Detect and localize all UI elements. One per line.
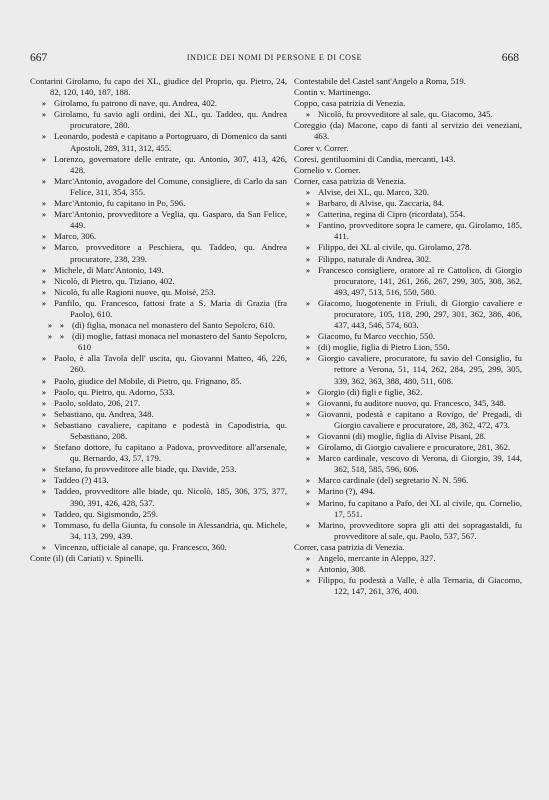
repeat-mark: » [306, 443, 310, 453]
entry-text: Filippo, fu podestà a Valle, è alla Ternaria, di Giacomo, 122, 147, 261, 376, 400. [318, 575, 522, 597]
repeat-mark: » [42, 420, 46, 430]
repeat-mark: » [42, 232, 46, 242]
index-subentry [294, 331, 522, 342]
index-subentry [30, 331, 287, 353]
index-subentry [30, 287, 287, 298]
repeat-mark: » [306, 487, 310, 497]
repeat-mark: » [48, 321, 52, 331]
entry-text: Antonio, 308. [318, 564, 367, 575]
repeat-mark: » [306, 554, 310, 564]
repeat-mark: » [306, 454, 310, 464]
repeat-mark: » [42, 509, 46, 519]
repeat-mark: » [306, 110, 310, 120]
index-subentry [294, 431, 522, 442]
entry-text: Nicolò, di Pietro, qu. Tiziano, 402. [54, 275, 175, 286]
entry-text: Sebastiano cavaliere, capitano e podestà in Capodistria, qu. Sebastiano, 208. [54, 419, 287, 441]
index-subentry [294, 187, 522, 198]
index-subentry [294, 254, 522, 265]
repeat-mark: » [42, 520, 46, 530]
index-entry [294, 176, 522, 187]
repeat-mark: » [42, 210, 46, 220]
entry-text: (di) moglie, figlia di Pietro Lion, 550. [318, 342, 450, 353]
index-subentry [294, 575, 522, 597]
entry-text: Correr, casa patrizia di Venezia. [294, 541, 405, 552]
index-subentry [294, 342, 522, 353]
entry-text: Vincenzo, ufficiale al canape, qu. Francesco, 360. [54, 541, 227, 552]
entry-text: Leonardo, podestà e capitano a Portogruaro, di Domenico da santi Apostoli, 289, 311, 312, 455. [54, 131, 287, 153]
repeat-mark: » [42, 176, 46, 186]
index-entry [30, 76, 287, 98]
index-subentry [30, 231, 287, 242]
repeat-mark: » [306, 298, 310, 308]
index-subentry [294, 220, 522, 242]
index-subentry [30, 475, 287, 486]
index-subentry [294, 387, 522, 398]
entry-text: Corer v. Correr. [294, 142, 349, 153]
entry-text: Lorenzo, governatore delle entrate, qu. Antonio, 307, 413, 426, 428. [54, 153, 287, 175]
index-subentry [294, 209, 522, 220]
repeat-mark: » [42, 443, 46, 453]
entry-text: Marino, provveditore sopra gli atti dei sopragastaldi, fu provveditore al sale, qu. Paolo, 537, 567. [318, 519, 522, 541]
index-subentry [30, 542, 287, 553]
index-subentry [30, 520, 287, 542]
repeat-mark: » [42, 409, 46, 419]
index-subentry [30, 387, 287, 398]
repeat-mark: » [306, 254, 310, 264]
entry-text: Giorgio (di) figli e figlie, 362. [318, 386, 423, 397]
entry-text: Giacomo, luogotenente in Friuli, di Giorgio cavaliere e procuratore, 105, 118, 290, 297, 301, 362, 386, 406, 437, 443, 546, 574, 603. [318, 297, 522, 331]
entry-text: Angelo, mercante in Aleppo, 327. [318, 553, 436, 564]
entry-text: Cornelio v. Corner. [294, 164, 361, 175]
repeat-mark: » [306, 265, 310, 275]
index-subentry [294, 353, 522, 386]
entry-text: (di) moglie, fattasi monaca nel monastero del Santo Sepolcro, 610 [72, 331, 287, 353]
repeat-mark: » [42, 465, 46, 475]
repeat-mark: » [306, 576, 310, 586]
entry-text: Coreggio (da) Macone, capo di fanti al servizio dei veneziani, 463. [294, 120, 522, 142]
entry-text: Paolo, qu. Pietro, qu. Adorno, 533. [54, 386, 175, 397]
entry-text: Marino, fu capitano a Pafo, dei XL al civile, qu. Cornelio, 17, 551. [318, 497, 522, 519]
repeat-mark: » [42, 354, 46, 364]
repeat-mark: » [306, 498, 310, 508]
repeat-mark: » [306, 332, 310, 342]
index-entry [294, 542, 522, 553]
entry-text: Marco, provveditore a Peschiera, qu. Taddeo, qu. Andrea procuratore, 238, 239. [54, 242, 287, 264]
repeat-mark: » [306, 187, 310, 197]
repeat-mark: » [306, 343, 310, 353]
index-entry [294, 143, 522, 154]
repeat-mark: » [42, 476, 46, 486]
entry-text: Giorgio cavaliere, procuratore, fu savio del Consiglio, fu rettore a Verona, 51, 114, 262, 284, 295, 299, 305, 339, 362, 363, 388, 480, 511, 608. [318, 353, 522, 386]
index-subentry [30, 198, 287, 209]
index-subentry [294, 486, 522, 497]
entry-text: Taddeo, provveditore alle biade, qu. Nicolò, 185, 306, 375, 377, 390, 391, 426, 428, 537. [54, 486, 287, 508]
repeat-mark: » [42, 387, 46, 397]
entry-text: Contestabile del Castel sant'Angelo a Roma, 519. [294, 76, 466, 86]
entry-text: Conte (il) (di Cariati) v. Spinelli. [30, 553, 144, 564]
repeat-mark: » [306, 565, 310, 575]
index-subentry [30, 265, 287, 276]
index-subentry [294, 453, 522, 475]
repeat-mark: » [42, 243, 46, 253]
page-number-left: 667 [30, 52, 48, 64]
entry-text: Marc'Antonio, fu capitano in Po, 596. [54, 198, 186, 209]
index-subentry [30, 376, 287, 387]
repeat-mark: » [42, 376, 46, 386]
page-header [30, 52, 519, 68]
entry-text: Giovanni, fu auditore nuovo, qu. Francesco, 345, 348. [318, 397, 506, 408]
repeat-mark: » [306, 387, 310, 397]
entry-text: Girolamo, fu patrono di nave, qu. Andrea, 402. [54, 98, 218, 109]
entry-text: Marc'Antonio, avogadore del Comune, consigliere, di Carlo da san Felice, 311, 354, 355. [54, 175, 287, 197]
entry-text: Catterina, regina di Cipro (ricordata), 554. [318, 209, 466, 220]
entry-text: Coresi, gentiluomini di Candia, mercanti, 143. [294, 153, 456, 164]
index-subentry [30, 276, 287, 287]
entry-text: Marco, 306. [54, 231, 97, 242]
index-subentry [30, 409, 287, 420]
repeat-mark: » [60, 332, 64, 342]
index-subentry [30, 442, 287, 464]
entry-text: Paolo, è alla Tavola dell' uscita, qu. Giovanni Matteo, 46, 226, 260. [54, 353, 287, 375]
repeat-mark: » [306, 210, 310, 220]
entry-text: Taddeo (?) 413. [54, 475, 109, 486]
index-subentry [294, 475, 522, 486]
repeat-mark: » [42, 487, 46, 497]
repeat-mark: » [306, 432, 310, 441]
index-subentry [294, 564, 522, 575]
repeat-mark: » [306, 243, 310, 253]
entry-text: Stefano dottore, fu capitano a Padova, provveditore all'arsenale, qu. Bernardo, 43, 57, 179. [54, 442, 287, 464]
index-subentry [294, 109, 522, 120]
index-subentry [294, 242, 522, 253]
repeat-mark: » [60, 321, 64, 331]
entry-text: Filippo, dei XL al civile, qu. Girolamo, 278. [318, 242, 472, 253]
running-title: INDICE DEI NOMI DI PERSONE E DI COSE [186, 53, 363, 62]
index-entry [294, 120, 522, 142]
index-subentry [30, 509, 287, 520]
entry-text: Marco cardinale, vescovo di Verona, di Giorgio, 39, 144, 362, 518, 585, 596, 606. [318, 453, 522, 475]
index-entry [294, 154, 522, 165]
entry-text: Giovanni (di) moglie, figlia di Alvise Pisani, 28. [318, 431, 486, 441]
index-subentry [294, 409, 522, 431]
entry-text: (di) figlia, monaca nel monastero del Santo Sepolcro, 610. [72, 320, 275, 331]
index-subentry [294, 298, 522, 331]
repeat-mark: » [42, 132, 46, 142]
entry-text: Nicolò, fu provveditore al sale, qu. Giacomo, 345. [318, 109, 493, 120]
index-subentry [30, 209, 287, 231]
repeat-mark: » [42, 199, 46, 209]
right-column [294, 76, 522, 597]
index-entry [294, 98, 522, 109]
index-subentry [30, 420, 287, 442]
index-subentry [294, 520, 522, 542]
entry-text: Giovanni, podestà e capitano a Rovigo, de' Pregadi, di Giorgio cavaliere e procuratore, 28, 362, 472, 473. [318, 408, 522, 430]
repeat-mark: » [42, 542, 46, 552]
index-subentry [30, 398, 287, 409]
index-subentry [30, 464, 287, 475]
entry-text: Michele, di Marc'Antonio, 149. [54, 264, 164, 275]
entry-text: Filippo, naturale di Andrea, 302. [318, 253, 432, 264]
repeat-mark: » [306, 354, 310, 364]
repeat-mark: » [42, 110, 46, 120]
repeat-mark: » [306, 520, 310, 530]
entry-text: Sebastiano, qu. Andrea, 348. [54, 408, 154, 419]
index-subentry [294, 198, 522, 209]
entry-text: Corner, casa patrizia di Venezia. [294, 175, 406, 186]
index-subentry [30, 320, 287, 331]
entry-text: Giacomo, fu Marco vecchio, 550. [318, 331, 436, 342]
repeat-mark: » [42, 99, 46, 109]
repeat-mark: » [306, 199, 310, 209]
repeat-mark: » [306, 476, 310, 486]
entry-text: Coppo, casa patrizia di Venezia. [294, 98, 406, 109]
entry-text: Paolo, soldato, 206, 217. [54, 397, 141, 408]
entry-text: Contarini Girolamo, fu capo dei XL, giudice del Proprio, qu. Pietro, 24, 82, 120, 140, 187, 188. [30, 76, 287, 98]
index-subentry [30, 353, 287, 375]
entry-text: Nicolò, fu alle Ragioni nuove, qu. Moisè, 253. [54, 286, 216, 297]
index-subentry [30, 176, 287, 198]
repeat-mark: » [42, 154, 46, 164]
entry-text: Panfilo, qu. Francesco, fattosi frate a S. Maria di Grazia (fra Paolo), 610. [54, 297, 287, 319]
index-subentry [294, 498, 522, 520]
repeat-mark: » [306, 398, 310, 408]
index-subentry [30, 486, 287, 508]
repeat-mark: » [306, 409, 310, 419]
entry-text: Tommaso, fu della Giunta, fu console in Alessandria, qu. Michele, 34, 113, 299, 439. [54, 519, 287, 541]
entry-text: Paolo, giudice del Mobile, di Pietro, qu. Frignano, 85. [54, 375, 242, 386]
entry-text: Contin v. Martinengo. [294, 87, 371, 98]
entry-text: Taddeo, qu. Sigismondo, 259. [54, 508, 158, 519]
repeat-mark: » [42, 265, 46, 275]
entry-text: Barbaro, di Alvise, qu. Zaccaria, 84. [318, 198, 444, 209]
left-column [30, 76, 287, 564]
index-subentry [30, 242, 287, 264]
repeat-mark: » [42, 287, 46, 297]
entry-text: Girolamo, di Giorgio cavaliere e procuratore, 281, 362. [318, 442, 511, 453]
repeat-mark: » [42, 276, 46, 286]
entry-text: Fantino, provveditore sopra le camere, qu. Girolamo, 185, 411. [318, 220, 522, 242]
index-entry [294, 76, 522, 87]
repeat-mark: » [42, 298, 46, 308]
index-subentry [294, 442, 522, 453]
entry-text: Marc'Antonio, provveditore a Veglia, qu. Gasparo, da San Felice, 449. [54, 209, 287, 231]
repeat-mark: » [42, 398, 46, 408]
entry-text: Marino (?), 494. [318, 486, 375, 497]
entry-text: Stefano, fu provveditore alle biade, qu. Davide, 253. [54, 464, 237, 475]
entry-text: Francesco consigliere, oratore al re Cattolico, di Giorgio procuratore, 141, 261, 266, 267, 299, 305, 308, 362, 493, 497, 513, 516, 550, 580. [318, 264, 522, 297]
page-number-right: 668 [501, 52, 519, 64]
index-subentry [30, 109, 287, 131]
index-entry [294, 87, 522, 98]
entry-text: Marco cardinale (del) segretario N. N. 596. [318, 475, 469, 486]
repeat-mark: » [306, 221, 310, 231]
index-subentry [30, 98, 287, 109]
entry-text: Alvise, dei XL, qu. Marco, 320. [318, 186, 429, 197]
index-entry [30, 553, 287, 564]
index-subentry [294, 398, 522, 409]
index-subentry [294, 265, 522, 298]
index-subentry [30, 131, 287, 153]
index-subentry [294, 553, 522, 564]
entry-text: Girolamo, fu savio agli ordini, dei XL, qu. Taddeo, qu. Andrea procuratore, 280. [54, 109, 287, 131]
index-entry [294, 165, 522, 176]
repeat-mark: » [48, 332, 52, 342]
index-subentry [30, 154, 287, 176]
index-subentry [30, 298, 287, 320]
